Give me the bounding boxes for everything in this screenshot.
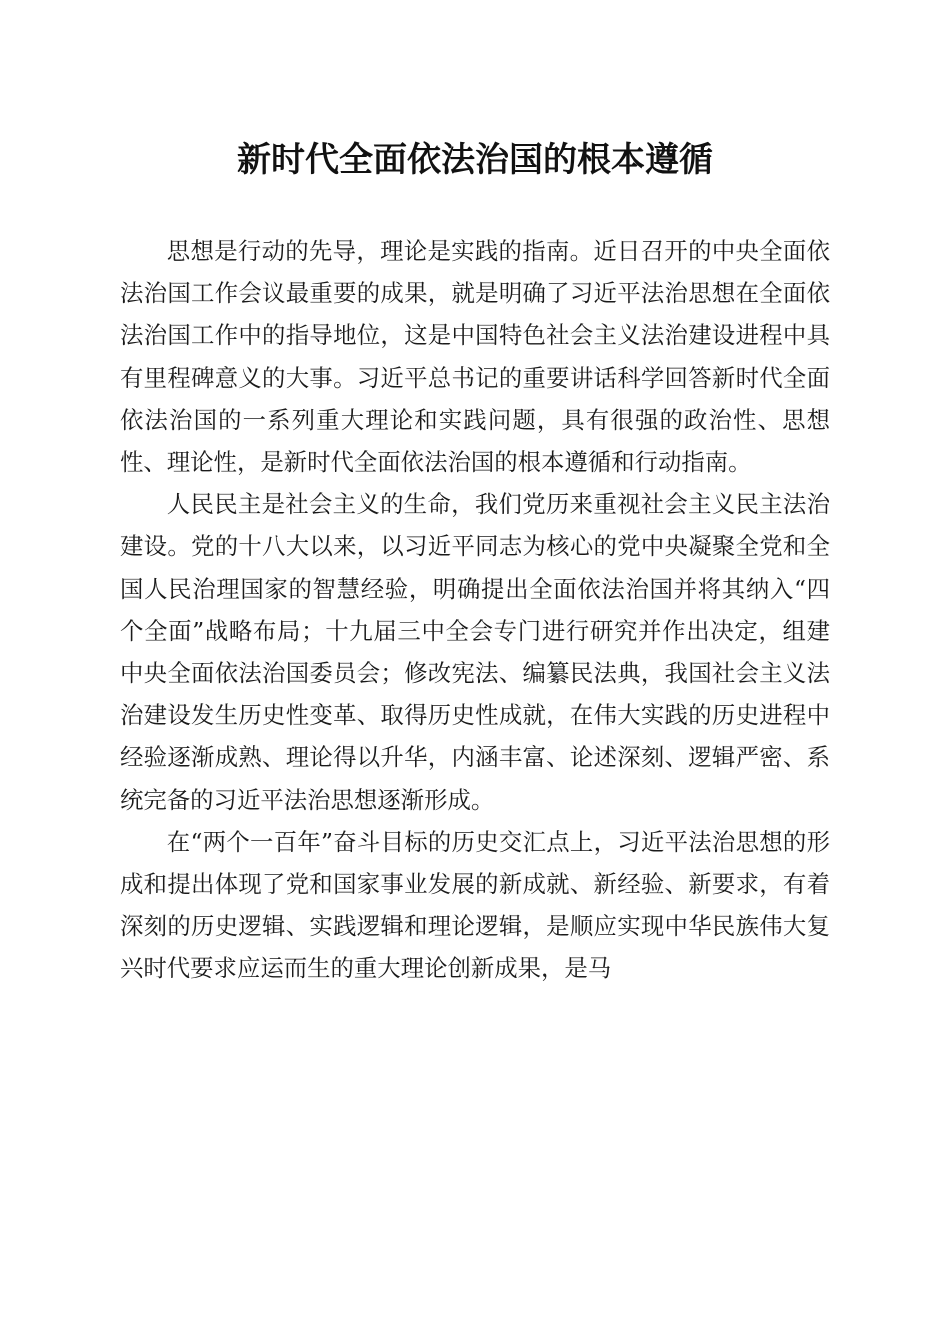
paragraph: 思想是行动的先导，理论是实践的指南。近日召开的中央全面依法治国工作会议最重要的成果，就是明确了习近平法治思想在全面依法治国工作中的指导地位，这是中国特色社会主义法治建设进程中具有里程碑意义的大事。习近平总书记的重要讲话科学回答新时代全面依法治国的一系列重大理论和实践问题，具有很强的政治性、思想性、理论性，是新时代全面依法治国的根本遵循和行动指南。 <box>120 237 830 477</box>
document-title: 新时代全面依法治国的根本遵循 <box>237 140 713 180</box>
paragraph: 在“两个一百年”奋斗目标的历史交汇点上，习近平法治思想的形成和提出体现了党和国家事业发展的新成就、新经验、新要求，有着深刻的历史逻辑、实践逻辑和理论逻辑，是顺应实现中华民族伟大复兴时代要求应运而生的重大理论创新成果，是马 <box>120 827 830 983</box>
paragraph: 人民民主是社会主义的生命，我们党历来重视社会主义民主法治建设。党的十八大以来，以习近平同志为核心的党中央凝聚全党和全国人民治理国家的智慧经验，明确提出全面依法治国并将其纳入“四个全面”战略布局；十九届三中全会专门进行研究并作出决定，组建中央全面依法治国委员会；修改宪法、编纂民法典，我国社会主义法治建设发生历史性变革、取得历史性成就，在伟大实践的历史进程中经验逐渐成熟、理论得以升华，内涵丰富、论述深刻、逻辑严密、系统完备的习近平法治思想逐渐形成。 <box>120 490 830 814</box>
document-body <box>120 230 830 990</box>
